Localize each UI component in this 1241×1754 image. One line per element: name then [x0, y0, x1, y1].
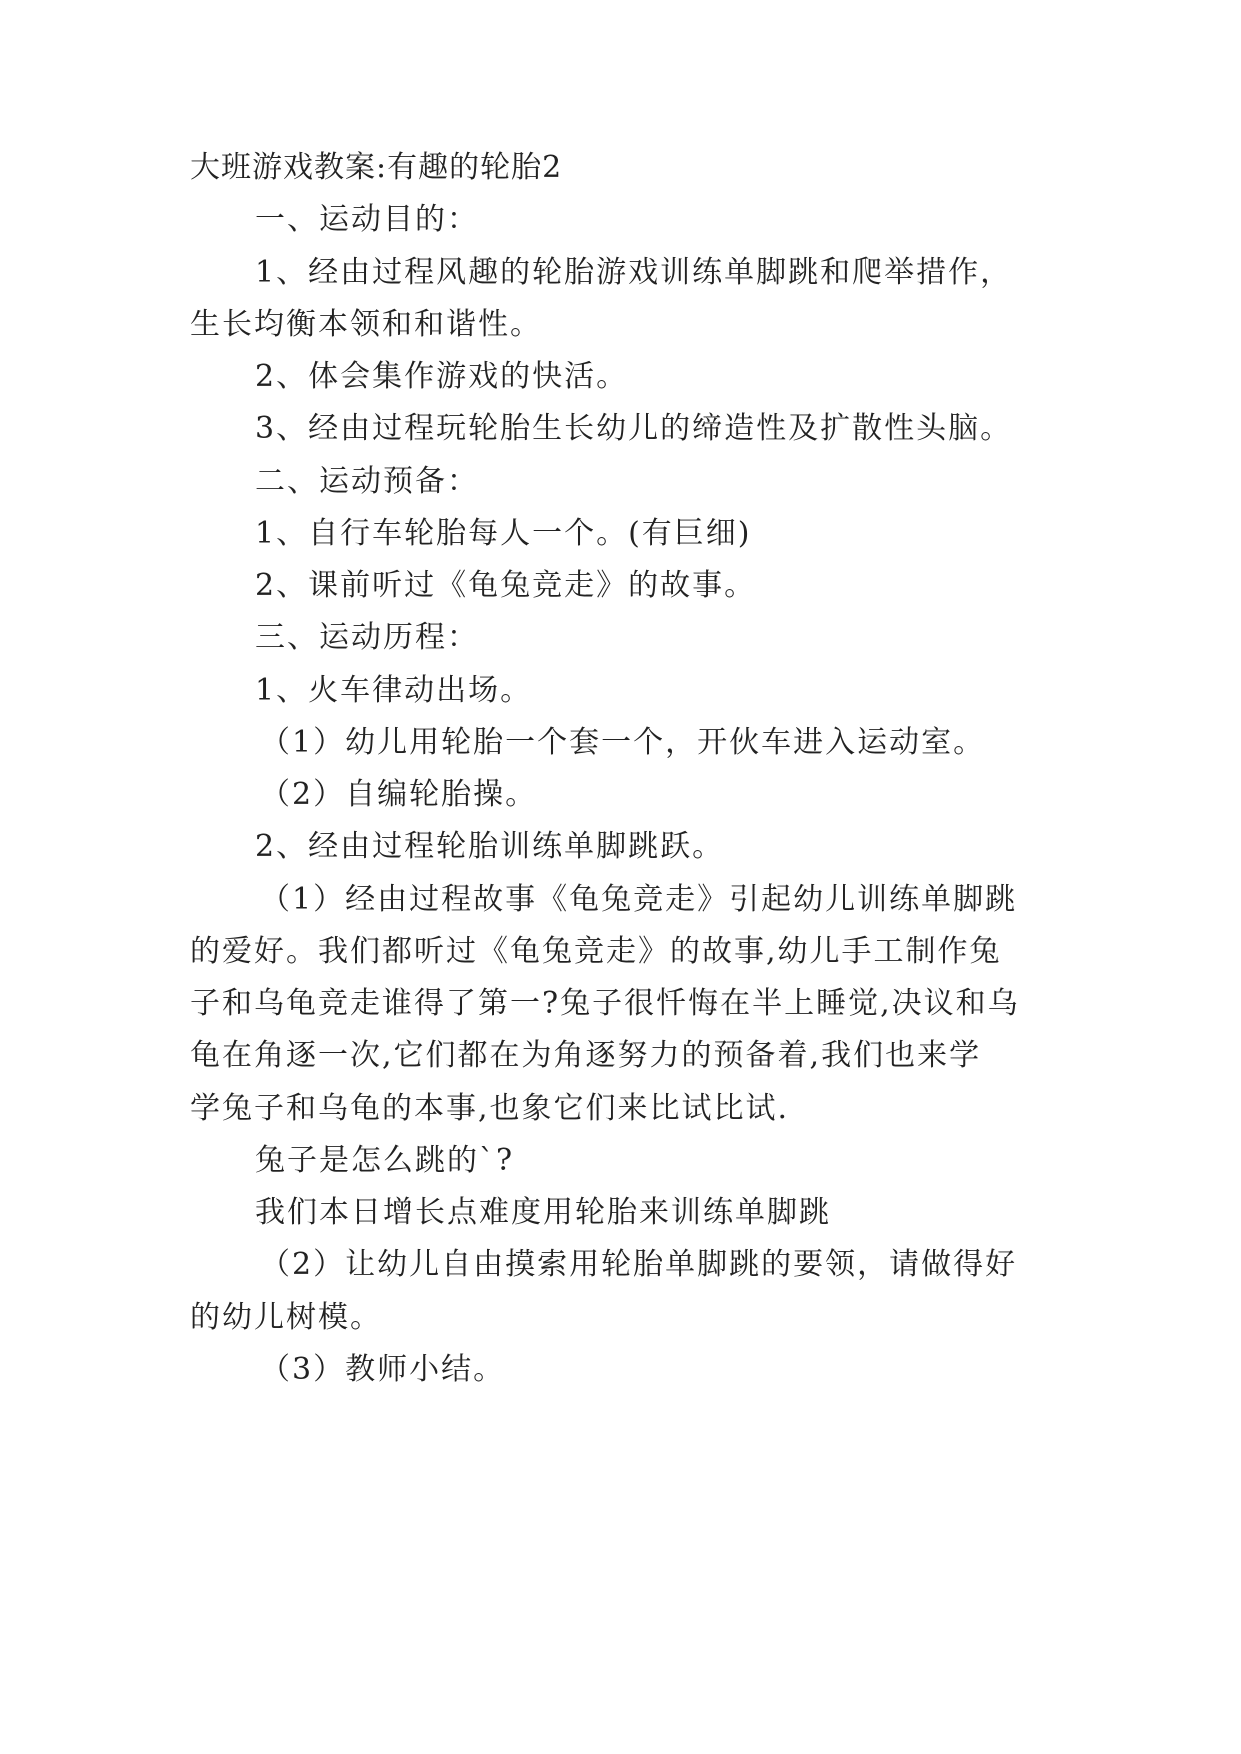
- paragraph-line: 2、体会集作游戏的快活。: [255, 359, 629, 394]
- paragraph-line: 2、课前听过《龟兔竞走》的故事。: [255, 568, 757, 603]
- section-heading-process: 三、运动历程：: [255, 620, 479, 655]
- paragraph-line: 兔子是怎么跳的`?: [255, 1143, 515, 1178]
- paragraph-line: 我们本日增长点难度用轮胎来训练单脚跳: [255, 1195, 831, 1230]
- paragraph-line: 子和乌龟竞走谁得了第一?兔子很忏悔在半上睡觉,决议和乌: [190, 986, 1020, 1021]
- paragraph-line: 1、自行车轮胎每人一个。(有巨细): [255, 516, 752, 551]
- paragraph-line: 1、火车律动出场。: [255, 673, 533, 708]
- paragraph-line: （2）让幼儿自由摸索用轮胎单脚跳的要领，请做得好: [260, 1247, 1018, 1282]
- paragraph-line: 1、经由过程风趣的轮胎游戏训练单脚跳和爬举措作，: [255, 255, 1013, 290]
- paragraph-line: 3、经由过程玩轮胎生长幼儿的缔造性及扩散性头脑。: [255, 411, 1013, 446]
- paragraph-line: 2、经由过程轮胎训练单脚跳跃。: [255, 829, 725, 864]
- paragraph-line: 龟在角逐一次,它们都在为角逐努力的预备着,我们也来学: [190, 1038, 982, 1073]
- paragraph-line: 生长均衡本领和和谐性。: [190, 307, 542, 342]
- paragraph-line: 的幼儿树模。: [190, 1300, 382, 1335]
- paragraph-line: 学兔子和乌龟的本事,也象它们来比试比试.: [190, 1091, 790, 1126]
- paragraph-line: （2）自编轮胎操。: [260, 777, 538, 812]
- paragraph-line: （3）教师小结。: [260, 1352, 506, 1387]
- paragraph-line: 的爱好。我们都听过《龟兔竞走》的故事,幼儿手工制作兔: [190, 934, 1002, 969]
- paragraph-line: （1）幼儿用轮胎一个套一个，开伙车进入运动室。: [260, 725, 986, 760]
- paragraph-line: （1）经由过程故事《龟兔竞走》引起幼儿训练单脚跳: [260, 882, 1018, 917]
- document-title: 大班游戏教案:有趣的轮胎2: [190, 150, 563, 185]
- section-heading-preparation: 二、运动预备：: [255, 464, 479, 499]
- section-heading-goals: 一、运动目的：: [255, 202, 479, 237]
